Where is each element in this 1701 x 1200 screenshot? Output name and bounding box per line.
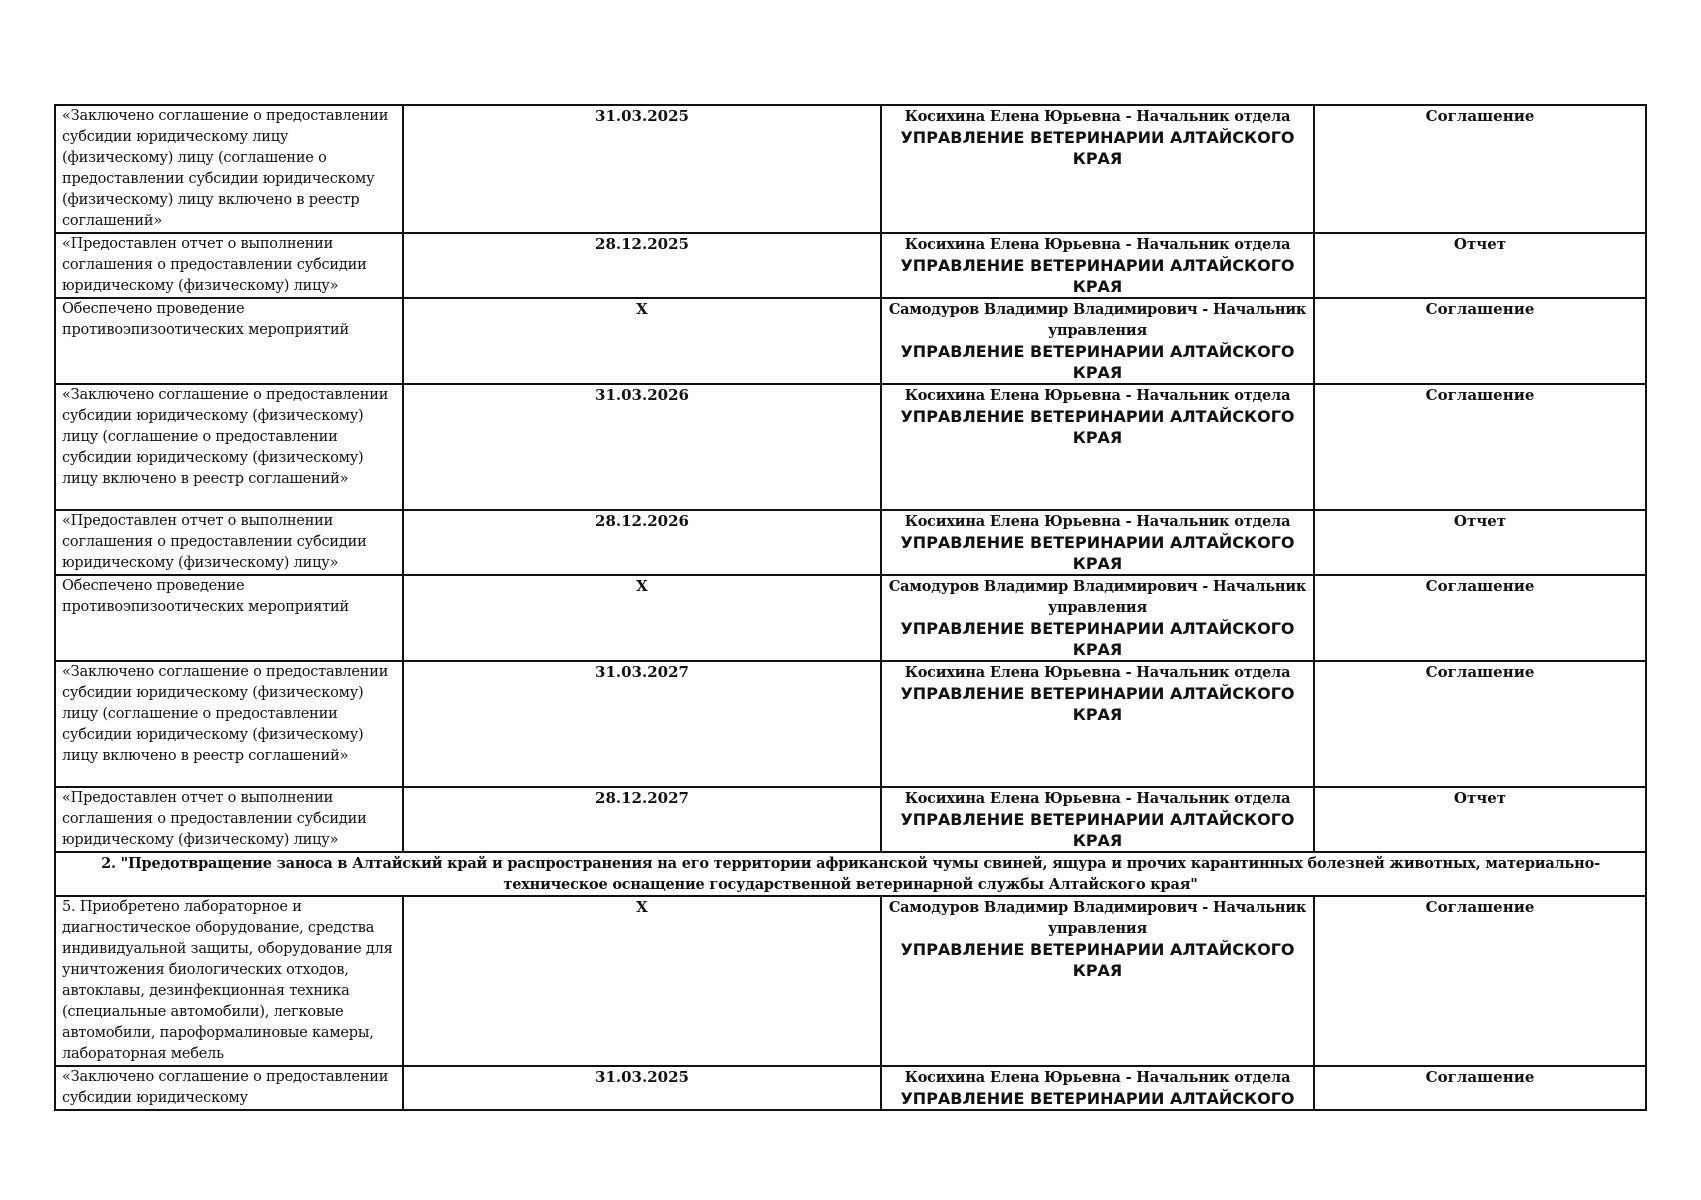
section-header: 2. "Предотвращение заноса в Алтайский край и распространения на его территории африканской чумы свиней, ящура и прочих карантинных болезней животных, материально-техническое оснащение государственной ветеринарной службы Алтайского края" [55, 852, 1646, 896]
responsible-cell [881, 233, 1314, 298]
document-cell: Соглашение [1314, 575, 1646, 661]
table-row [55, 575, 1646, 661]
table-row [55, 787, 1646, 852]
table-row [55, 510, 1646, 575]
date-cell: 31.03.2025 [403, 1066, 881, 1110]
document-cell: Соглашение [1314, 1066, 1646, 1110]
date-cell: 31.03.2027 [403, 661, 881, 787]
responsible-person: Самодуров Владимир Владимирович - Начальник управления [888, 578, 1307, 616]
responsible-cell [881, 787, 1314, 852]
event-cell: «Заключено соглашение о предоставлении субсидии юридическому (физическому) лицу (соглашение о предоставлении субсидии юридическому (физическому) лицу включено в реестр соглашений» [55, 661, 403, 787]
responsible-cell [881, 661, 1314, 787]
responsible-org: УПРАВЛЕНИЕ ВЕТЕРИНАРИИ АЛТАЙСКОГО КРАЯ [900, 810, 1295, 850]
date-cell: 28.12.2026 [403, 510, 881, 575]
table-row [55, 661, 1646, 787]
responsible-cell [881, 384, 1314, 510]
document-cell: Отчет [1314, 233, 1646, 298]
date-cell: X [403, 896, 881, 1066]
event-cell: «Предоставлен отчет о выполнении соглашения о предоставлении субсидии юридическому (физическому) лицу» [55, 510, 403, 575]
responsible-person: Косихина Елена Юрьевна - Начальник отдела [904, 513, 1291, 530]
table-row [55, 298, 1646, 384]
date-cell: 31.03.2026 [403, 384, 881, 510]
responsible-org: УПРАВЛЕНИЕ ВЕТЕРИНАРИИ АЛТАЙСКОГО КРАЯ [900, 684, 1295, 724]
responsible-cell [881, 510, 1314, 575]
table-row [55, 105, 1646, 233]
responsible-person: Косихина Елена Юрьевна - Начальник отдела [904, 790, 1291, 807]
responsible-org: УПРАВЛЕНИЕ ВЕТЕРИНАРИИ АЛТАЙСКОГО КРАЯ [900, 940, 1295, 980]
responsible-person: Косихина Елена Юрьевна - Начальник отдела [904, 236, 1291, 253]
responsible-org: УПРАВЛЕНИЕ ВЕТЕРИНАРИИ АЛТАЙСКОГО КРАЯ [900, 256, 1295, 296]
document-cell: Отчет [1314, 510, 1646, 575]
document-cell: Соглашение [1314, 105, 1646, 233]
responsible-cell [881, 298, 1314, 384]
event-cell: «Заключено соглашение о предоставлении субсидии юридическому (физическому) лицу (соглашение о предоставлении субсидии юридическому (физическому) лицу включено в реестр соглашений» [55, 384, 403, 510]
responsible-person: Косихина Елена Юрьевна - Начальник отдела [904, 108, 1291, 125]
events-table [54, 104, 1647, 1111]
responsible-org: УПРАВЛЕНИЕ ВЕТЕРИНАРИИ АЛТАЙСКОГО КРАЯ [900, 342, 1295, 382]
table-row [55, 233, 1646, 298]
responsible-org: УПРАВЛЕНИЕ ВЕТЕРИНАРИИ АЛТАЙСКОГО [900, 1089, 1295, 1108]
responsible-person: Косихина Елена Юрьевна - Начальник отдела [904, 664, 1291, 681]
table-row [55, 896, 1646, 1066]
date-cell: X [403, 575, 881, 661]
responsible-cell [881, 896, 1314, 1066]
document-cell: Соглашение [1314, 298, 1646, 384]
responsible-cell [881, 105, 1314, 233]
table-row [55, 1066, 1646, 1110]
responsible-cell [881, 575, 1314, 661]
document-cell: Соглашение [1314, 661, 1646, 787]
responsible-org: УПРАВЛЕНИЕ ВЕТЕРИНАРИИ АЛТАЙСКОГО КРАЯ [900, 128, 1295, 168]
event-cell: «Заключено соглашение о предоставлении субсидии юридическому [55, 1066, 403, 1110]
date-cell: 28.12.2025 [403, 233, 881, 298]
date-cell: 28.12.2027 [403, 787, 881, 852]
responsible-person: Косихина Елена Юрьевна - Начальник отдела [904, 1069, 1291, 1086]
document-cell: Соглашение [1314, 384, 1646, 510]
date-cell: X [403, 298, 881, 384]
event-cell: 5. Приобретено лабораторное и диагностическое оборудование, средства индивидуальной защиты, оборудование для уничтожения биологических отходов, автоклавы, дезинфекционная техника (специальные автомобили), легковые автомобили, пароформалиновые камеры, лабораторная мебель [55, 896, 403, 1066]
responsible-org: УПРАВЛЕНИЕ ВЕТЕРИНАРИИ АЛТАЙСКОГО КРАЯ [900, 619, 1295, 659]
date-cell: 31.03.2025 [403, 105, 881, 233]
document-cell: Отчет [1314, 787, 1646, 852]
section-header-row [55, 852, 1646, 896]
event-cell: Обеспечено проведение противоэпизоотических мероприятий [55, 575, 403, 661]
event-cell: «Предоставлен отчет о выполнении соглашения о предоставлении субсидии юридическому (физическому) лицу» [55, 233, 403, 298]
event-cell: «Предоставлен отчет о выполнении соглашения о предоставлении субсидии юридическому (физическому) лицу» [55, 787, 403, 852]
responsible-person: Косихина Елена Юрьевна - Начальник отдела [904, 387, 1291, 404]
responsible-org: УПРАВЛЕНИЕ ВЕТЕРИНАРИИ АЛТАЙСКОГО КРАЯ [900, 407, 1295, 447]
responsible-cell [881, 1066, 1314, 1110]
document-cell: Соглашение [1314, 896, 1646, 1066]
responsible-person: Самодуров Владимир Владимирович - Начальник управления [888, 899, 1307, 937]
event-cell: «Заключено соглашение о предоставлении субсидии юридическому лицу (физическому) лицу (соглашение о предоставлении субсидии юридическому (физическому) лицу включено в реестр соглашений» [55, 105, 403, 233]
responsible-org: УПРАВЛЕНИЕ ВЕТЕРИНАРИИ АЛТАЙСКОГО КРАЯ [900, 533, 1295, 573]
event-cell: Обеспечено проведение противоэпизоотических мероприятий [55, 298, 403, 384]
responsible-person: Самодуров Владимир Владимирович - Начальник управления [888, 301, 1307, 339]
table-row [55, 384, 1646, 510]
